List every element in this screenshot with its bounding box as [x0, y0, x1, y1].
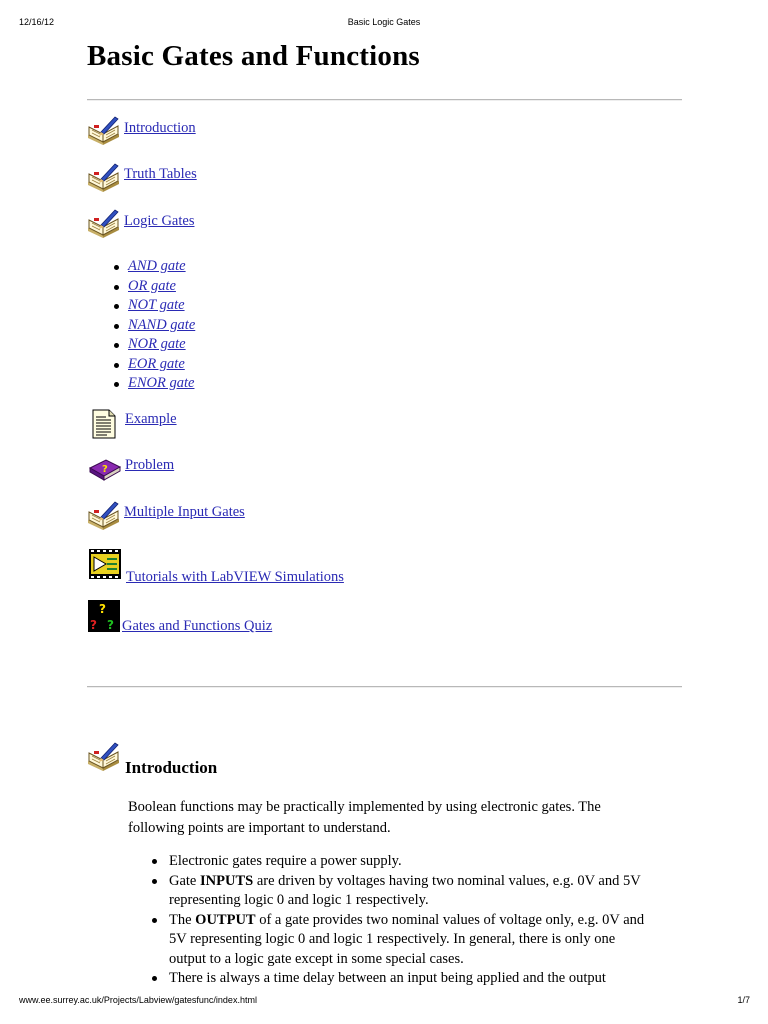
list-item [152, 969, 652, 989]
labview-film-icon [88, 548, 122, 585]
point-keyword: OUTPUT [195, 911, 256, 928]
nav-multiple-input-link[interactable]: Multiple Input Gates [124, 504, 245, 520]
gate-link-nand[interactable]: NAND gate [128, 316, 196, 333]
list-item [152, 872, 652, 911]
list-item [112, 374, 195, 394]
print-footer [0, 995, 768, 1009]
nav-introduction-link[interactable]: Introduction [124, 120, 196, 136]
gate-link-eor[interactable]: EOR gate [128, 355, 185, 372]
introduction-heading: Introduction [125, 758, 218, 777]
gates-list [112, 257, 195, 394]
intro-points-list [152, 852, 652, 989]
svg-text:?: ? [90, 618, 97, 632]
gate-link-nor[interactable]: NOR gate [128, 336, 186, 352]
list-item [112, 277, 195, 297]
book-pencil-icon [86, 115, 122, 154]
gate-link-and[interactable]: AND gate [128, 258, 186, 274]
list-item [152, 852, 652, 872]
point-text: The [169, 911, 196, 928]
list-item [112, 257, 195, 277]
print-page-number: 1/7 [737, 995, 750, 1005]
top-divider [87, 99, 682, 101]
gate-link-or[interactable]: OR gate [128, 277, 176, 294]
list-item [152, 911, 652, 970]
book-pencil-icon [86, 500, 122, 539]
nav-truth-tables-link[interactable]: Truth Tables [124, 166, 197, 182]
list-item [112, 316, 195, 336]
gate-link-enor[interactable]: ENOR gate [128, 375, 195, 391]
gate-link-not[interactable]: NOT gate [128, 297, 185, 313]
book-pencil-icon [86, 162, 122, 201]
point-text: are driven by voltages having two nominal values, e.g. 0V and 5V representing logic 0 and logic 1 respectively. [169, 872, 641, 908]
document-icon [90, 408, 118, 445]
nav-problem-link[interactable]: Problem [125, 457, 175, 473]
svg-text:?: ? [107, 618, 114, 632]
svg-text:?: ? [99, 602, 106, 616]
nav-logic-gates-link[interactable]: Logic Gates [124, 213, 195, 229]
svg-text:?: ? [102, 464, 108, 475]
list-item [112, 335, 195, 355]
point-keyword: INPUTS [200, 872, 254, 889]
list-item [112, 355, 195, 375]
nav-example-link[interactable]: Example [125, 411, 177, 427]
print-url: www.ee.surrey.ac.uk/Projects/Labview/gatesfunc/index.html [19, 995, 257, 1005]
section-divider [87, 686, 682, 688]
intro-paragraph: Boolean functions may be practically implemented by using electronic gates. The following points are important to understand. [128, 799, 601, 836]
print-header [0, 17, 768, 31]
question-book-icon [88, 452, 122, 489]
print-date: 12/16/12 [19, 17, 55, 27]
list-item [112, 296, 195, 316]
nav-quiz-link[interactable]: Gates and Functions Quiz [122, 618, 273, 634]
print-title: Basic Logic Gates [347, 17, 421, 27]
page-title: Basic Gates and Functions [87, 40, 420, 72]
book-pencil-icon [86, 741, 122, 780]
point-text: Gate [169, 872, 200, 889]
question-marks-icon [88, 600, 120, 637]
nav-tutorials-link[interactable]: Tutorials with LabVIEW Simulations [126, 569, 344, 585]
book-pencil-icon [86, 208, 122, 247]
point-text: Electronic gates require a power supply. [169, 853, 402, 869]
point-text: of a gate provides two nominal values of voltage only, e.g. 0V and 5V representing logic 0 and logic 1 respectively. In general, there is only one output to a logic gate except in some special cases. [169, 911, 645, 967]
point-text: There is always a time delay between an input being applied and the output [169, 970, 606, 986]
